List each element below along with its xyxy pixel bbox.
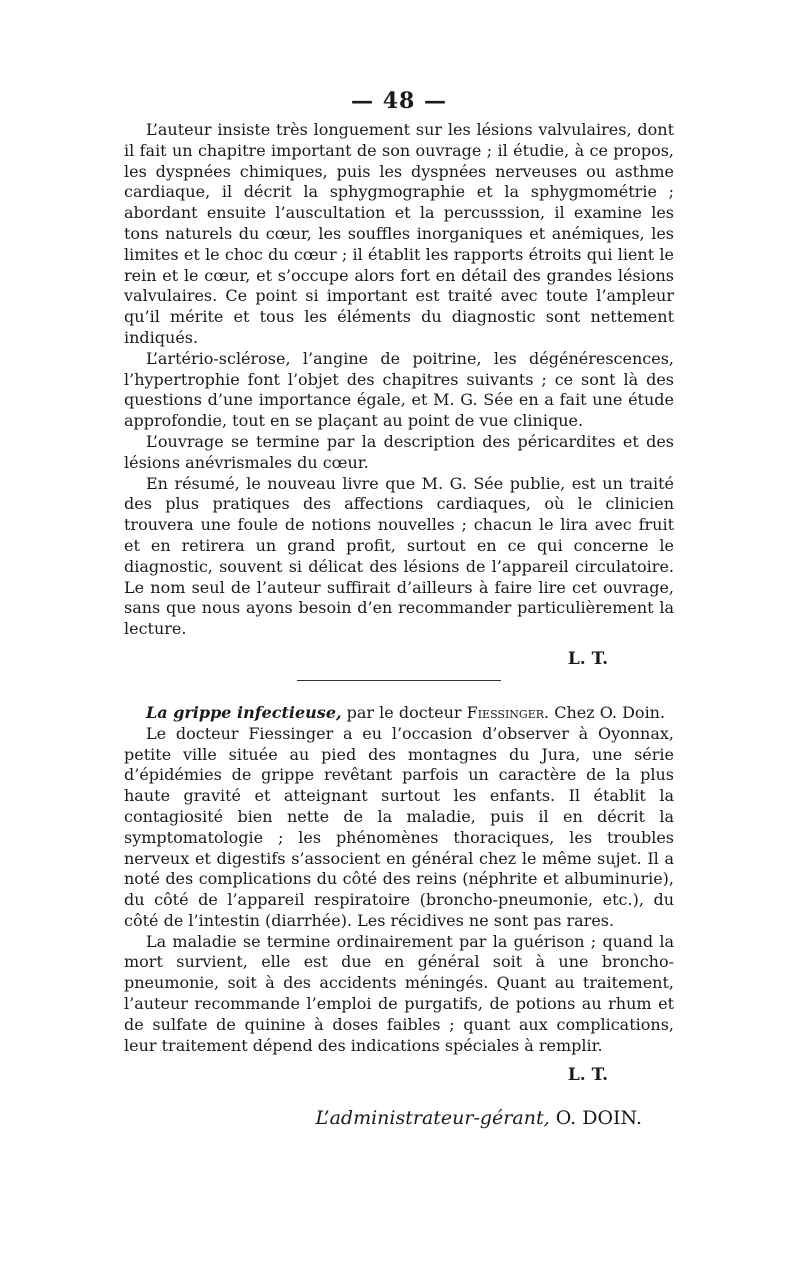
- footer-role: L’administrateur-gérant,: [315, 1107, 550, 1130]
- heading-by: par le docteur: [341, 702, 467, 722]
- book-title: La grippe infectieuse,: [146, 702, 342, 722]
- review2-paragraph-1: Le docteur Fiessinger a eu l’occasion d’observer à Oyonnax, petite ville située au pied des montagnes du Jura, une série d’épidémies de grippe revêtant parfois un caractère de la plus haute gravité et atteignant surtout les enfants. Il établit la contagiosité bien nette de la maladie, puis il en décrit la symptomatologie ; les phénomènes thoraciques, les troubles nerveux et digestifs s’associent en général chez le même sujet. Il a noté des complications du côté des reins (néphrite et albuminurie), du côté de l’appareil respiratoire (broncho-pneumonie, etc.), du côté de l’intestin (diarrhée). Les récidives ne sont pas rares.: [124, 723, 674, 930]
- review1-paragraph-4: En résumé, le nouveau livre que M. G. Sée publie, est un traité des plus pratiques des affections cardiaques, où le clinicien trouvera une foule de notions nouvelles ; chacun le lira avec fruit et en retirera un grand profit, surtout en ce qui concerne le diagnostic, souvent si délicat des lésions de l’appareil circulatoire. Le nom seul de l’auteur suffirait d’ailleurs à faire lire cet ouvrage, sans que nous ayons besoin d’en recommander particulièrement la lecture.: [124, 473, 674, 639]
- review1-paragraph-1: L’auteur insiste très longuement sur les lésions valvulaires, dont il fait un chapitre important de son ouvrage ; il étudie, à ce propos, les dyspnées chimiques, puis les dyspnées nerveuses ou asthme cardiaque, il décrit la sphygmographie et la sphygmométrie ; abordant ensuite l’auscultation et la percusssion, il examine les tons naturels du cœur, les souffles inorganiques et anémiques, les limites et le choc du cœur ; il établit les rapports étroits qui lient le rein et le cœur, et s’occupe alors fort en détail des grandes lésions valvulaires. Ce point si important est traité avec toute l’ampleur qu’il mérite et tous les éléments du diagnostic sont nettement indiqués.: [124, 120, 674, 347]
- section-divider: [297, 680, 501, 681]
- footer-name: O. DOIN.: [555, 1107, 642, 1130]
- review2-heading: [124, 703, 674, 724]
- publisher-footer: [124, 1106, 674, 1130]
- review-section-grippe: [124, 703, 674, 1087]
- review2-signature: L. T.: [567, 1065, 608, 1086]
- review1-paragraph-2: L’artério-sclérose, l’angine de poitrine, les dégénérescences, l’hypertrophie font l’objet des chapitres suivants ; ce sont là des questions d’une importance égale, et M. G. Sée en a fait une étude approfondie, tout en se plaçant au point de vue clinique.: [124, 348, 674, 431]
- document-page: [124, 88, 674, 1130]
- heading-publisher: . Chez O. Doin.: [544, 702, 666, 722]
- book-author: Fiessinger: [466, 702, 545, 722]
- review-section-coeur: [124, 120, 674, 670]
- page-number: — 48 —: [351, 88, 447, 114]
- review1-signature: L. T.: [567, 648, 608, 669]
- review1-paragraph-3: L’ouvrage se termine par la description des péricardites et des lésions anévrismales du cœur.: [124, 431, 674, 472]
- review2-paragraph-2: La maladie se termine ordinairement par la guérison ; quand la mort survient, elle est due en général soit à une broncho-pneumonie, soit à des accidents méningés. Quant au traitement, l’auteur recommande l’emploi de purgatifs, de potions au rhum et de sulfate de quinine à doses faibles ; quant aux complications, leur traitement dépend des indications spéciales à remplir.: [124, 931, 674, 1055]
